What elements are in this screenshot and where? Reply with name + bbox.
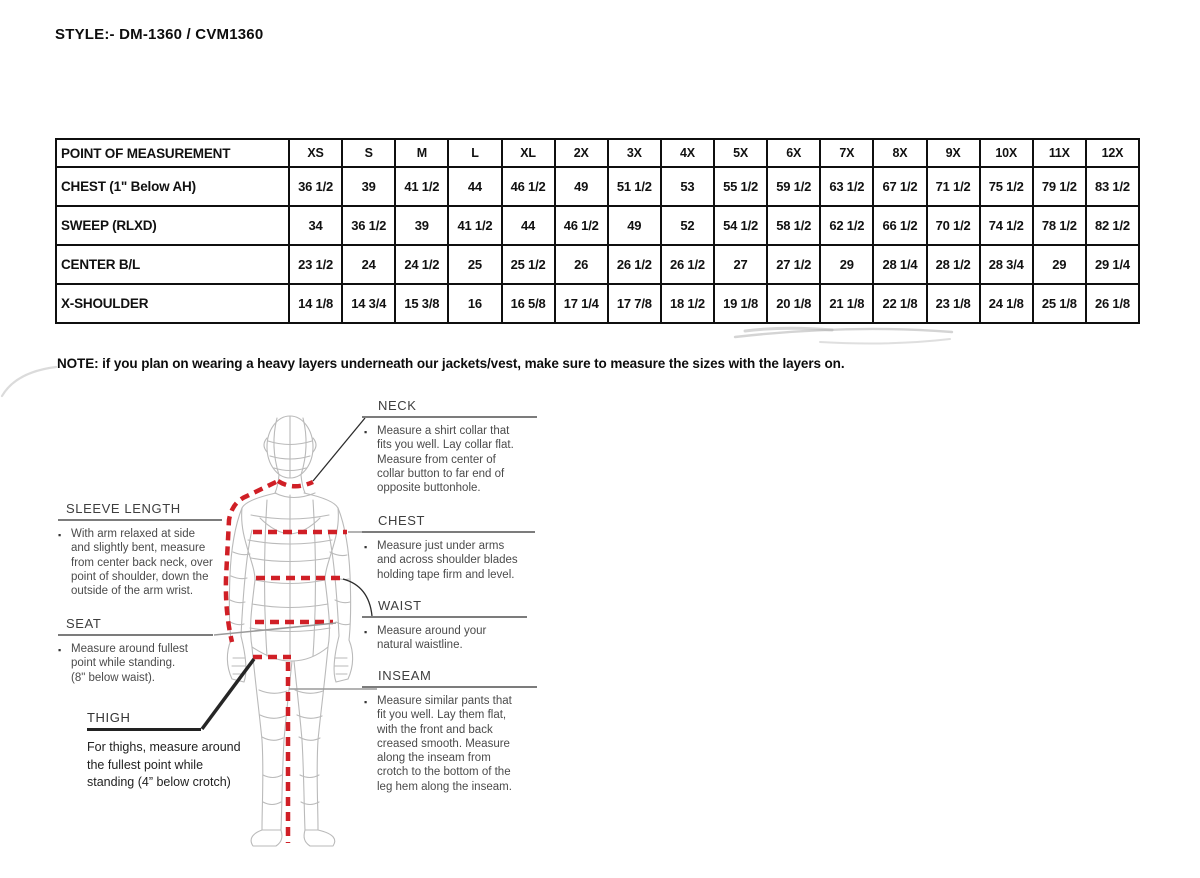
size-col-header: XS	[289, 139, 342, 167]
section-heading: THIGH	[87, 710, 201, 731]
size-value-cell: 20 1/8	[767, 284, 820, 323]
size-col-header: XL	[502, 139, 555, 167]
size-value-cell: 58 1/2	[767, 206, 820, 245]
size-value-cell: 26 1/2	[608, 245, 661, 284]
size-value-cell: 24	[342, 245, 395, 284]
size-value-cell: 22 1/8	[873, 284, 926, 323]
measurement-col-header: POINT OF MEASUREMENT	[56, 139, 289, 167]
size-value-cell: 16	[448, 284, 501, 323]
size-value-cell: 34	[289, 206, 342, 245]
table-row	[56, 245, 1139, 284]
size-col-header: 5X	[714, 139, 767, 167]
size-value-cell: 55 1/2	[714, 167, 767, 206]
bullet-icon: ▪	[364, 542, 368, 552]
size-value-cell: 39	[342, 167, 395, 206]
neck-measure-line	[278, 481, 313, 486]
size-value-cell: 29	[820, 245, 873, 284]
size-value-cell: 63 1/2	[820, 167, 873, 206]
size-value-cell: 36 1/2	[289, 167, 342, 206]
scan-smudge-left	[0, 358, 60, 400]
size-value-cell: 49	[608, 206, 661, 245]
size-value-cell: 26 1/8	[1086, 284, 1139, 323]
size-col-header: 6X	[767, 139, 820, 167]
size-table	[55, 138, 1140, 324]
size-value-cell: 26 1/2	[661, 245, 714, 284]
size-col-header: L	[448, 139, 501, 167]
size-value-cell: 78 1/2	[1033, 206, 1086, 245]
size-value-cell: 49	[555, 167, 608, 206]
size-value-cell: 28 1/4	[873, 245, 926, 284]
size-value-cell: 44	[448, 167, 501, 206]
size-col-header: S	[342, 139, 395, 167]
size-value-cell: 70 1/2	[927, 206, 980, 245]
row-label: SWEEP (RLXD)	[56, 206, 289, 245]
size-col-header: 3X	[608, 139, 661, 167]
size-value-cell: 25 1/2	[502, 245, 555, 284]
scan-smudge-marks	[700, 315, 1020, 360]
size-col-header: 10X	[980, 139, 1033, 167]
bullet-icon: ▪	[364, 627, 368, 637]
size-value-cell: 16 5/8	[502, 284, 555, 323]
section-inseam	[362, 668, 537, 794]
section-description: For thighs, measure around the fullest point while standing (4” below crotch)	[87, 740, 241, 789]
size-value-cell: 14 1/8	[289, 284, 342, 323]
bullet-icon: ▪	[58, 530, 62, 540]
section-heading: SLEEVE LENGTH	[58, 501, 222, 521]
size-value-cell: 26	[555, 245, 608, 284]
bullet-icon: ▪	[364, 697, 368, 707]
size-value-cell: 71 1/2	[927, 167, 980, 206]
bullet-icon: ▪	[58, 645, 62, 655]
size-value-cell: 53	[661, 167, 714, 206]
section-heading: SEAT	[58, 616, 213, 636]
row-label: X-SHOULDER	[56, 284, 289, 323]
size-value-cell: 79 1/2	[1033, 167, 1086, 206]
section-description: Measure around fullest point while standing. (8" below waist).	[71, 643, 188, 684]
size-value-cell: 23 1/2	[289, 245, 342, 284]
section-heading: INSEAM	[362, 668, 537, 688]
seat-leader-line	[214, 623, 336, 635]
note-text: NOTE: if you plan on wearing a heavy layers underneath our jackets/vest, make sure to measure the sizes with the layers on.	[57, 356, 845, 371]
size-value-cell: 74 1/2	[980, 206, 1033, 245]
size-value-cell: 51 1/2	[608, 167, 661, 206]
table-header-row	[56, 139, 1139, 167]
size-col-header: 11X	[1033, 139, 1086, 167]
size-value-cell: 19 1/8	[714, 284, 767, 323]
size-value-cell: 28 3/4	[980, 245, 1033, 284]
size-value-cell: 66 1/2	[873, 206, 926, 245]
section-neck	[362, 398, 537, 495]
size-col-header: 2X	[555, 139, 608, 167]
section-chest	[362, 513, 535, 582]
row-label: CHEST (1" Below AH)	[56, 167, 289, 206]
section-description: Measure just under arms and across shoulder blades holding tape firm and level.	[377, 540, 518, 581]
size-value-cell: 82 1/2	[1086, 206, 1139, 245]
size-value-cell: 67 1/2	[873, 167, 926, 206]
size-value-cell: 59 1/2	[767, 167, 820, 206]
size-value-cell: 29 1/4	[1086, 245, 1139, 284]
size-value-cell: 75 1/2	[980, 167, 1033, 206]
size-col-header: 4X	[661, 139, 714, 167]
size-col-header: 9X	[927, 139, 980, 167]
section-sleeve-length	[58, 501, 222, 598]
size-value-cell: 62 1/2	[820, 206, 873, 245]
neck-leader-line	[313, 418, 365, 481]
size-value-cell: 17 1/4	[555, 284, 608, 323]
bullet-icon: ▪	[364, 427, 368, 437]
size-value-cell: 54 1/2	[714, 206, 767, 245]
section-heading: CHEST	[362, 513, 535, 533]
section-waist	[362, 598, 527, 653]
row-label: CENTER B/L	[56, 245, 289, 284]
section-seat	[58, 616, 213, 685]
section-description: Measure similar pants that fit you well. Lay them flat, with the front and back creased smooth. Measure along the inseam from crotch to the bottom of the leg hem along the inseam.	[377, 695, 512, 793]
size-value-cell: 17 7/8	[608, 284, 661, 323]
section-description: Measure a shirt collar that fits you well. Lay collar flat. Measure from center of collar button to far end of opposite buttonhole.	[377, 425, 514, 495]
section-heading: NECK	[362, 398, 537, 418]
table-row	[56, 206, 1139, 245]
size-value-cell: 14 3/4	[342, 284, 395, 323]
size-value-cell: 41 1/2	[448, 206, 501, 245]
size-value-cell: 21 1/8	[820, 284, 873, 323]
size-value-cell: 29	[1033, 245, 1086, 284]
size-value-cell: 18 1/2	[661, 284, 714, 323]
size-value-cell: 46 1/2	[502, 167, 555, 206]
size-value-cell: 23 1/8	[927, 284, 980, 323]
section-description: Measure around your natural waistline.	[377, 625, 487, 652]
size-value-cell: 41 1/2	[395, 167, 448, 206]
size-value-cell: 24 1/2	[395, 245, 448, 284]
mannequin-wireframe	[227, 416, 352, 846]
size-value-cell: 52	[661, 206, 714, 245]
section-description: With arm relaxed at side and slightly bent, measure from center back neck, over point of shoulder, down the outside of the arm wrist.	[71, 528, 213, 598]
size-value-cell: 15 3/8	[395, 284, 448, 323]
size-col-header: 8X	[873, 139, 926, 167]
size-value-cell: 27	[714, 245, 767, 284]
size-value-cell: 46 1/2	[555, 206, 608, 245]
size-value-cell: 44	[502, 206, 555, 245]
size-col-header: M	[395, 139, 448, 167]
size-col-header: 7X	[820, 139, 873, 167]
size-value-cell: 83 1/2	[1086, 167, 1139, 206]
size-value-cell: 27 1/2	[767, 245, 820, 284]
size-value-cell: 24 1/8	[980, 284, 1033, 323]
page-title: STYLE:- DM-1360 / CVM1360	[55, 26, 264, 43]
table-row	[56, 167, 1139, 206]
size-col-header: 12X	[1086, 139, 1139, 167]
size-value-cell: 28 1/2	[927, 245, 980, 284]
size-value-cell: 39	[395, 206, 448, 245]
section-heading: WAIST	[362, 598, 527, 618]
section-thigh	[87, 710, 241, 792]
size-value-cell: 25	[448, 245, 501, 284]
size-value-cell: 36 1/2	[342, 206, 395, 245]
size-value-cell: 25 1/8	[1033, 284, 1086, 323]
